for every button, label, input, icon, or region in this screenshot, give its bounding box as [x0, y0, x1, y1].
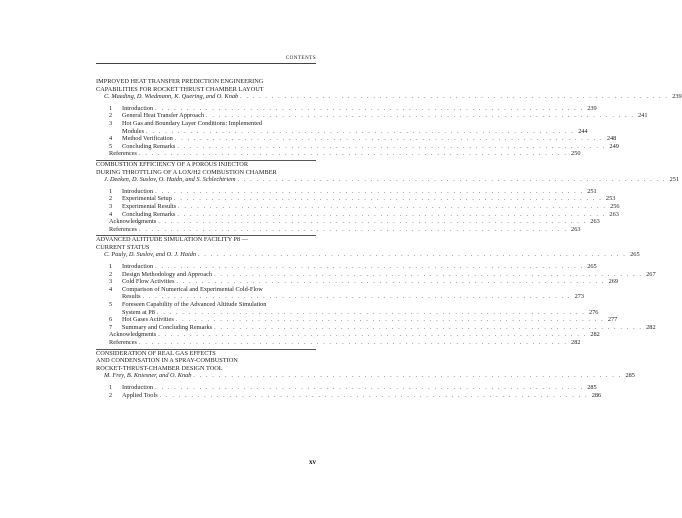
toc-entry[interactable] — [96, 187, 597, 196]
entry-page: 267 — [646, 270, 656, 278]
entry-title: Acknowledgments — [109, 218, 157, 226]
toc-entry[interactable] — [96, 218, 600, 226]
entry-title: Results — [122, 293, 141, 301]
entry-number: 5 — [109, 142, 113, 150]
dot-leader — [155, 105, 584, 113]
chapter-title-line[interactable]: CONSIDERATION OF REAL GAS EFFECTS — [96, 349, 216, 357]
dot-leader — [139, 339, 568, 347]
toc-entry[interactable] — [96, 195, 616, 203]
entry-number: 3 — [109, 202, 113, 210]
entry-title: Hot Gas and Boundary Layer Conditions: Implemented — [122, 119, 262, 127]
chapter-page: 251 — [669, 176, 680, 184]
toc-entry[interactable] — [96, 323, 656, 332]
entry-number: 4 — [109, 285, 113, 293]
dot-leader — [176, 316, 605, 324]
entry-title: Method Verification — [122, 135, 173, 143]
entry-title: System at P8 — [122, 308, 155, 316]
dot-leader — [146, 128, 575, 136]
toc-entry[interactable] — [96, 331, 600, 339]
dot-leader — [240, 93, 669, 101]
entry-title: Modules — [122, 127, 145, 135]
toc-entry[interactable] — [96, 135, 617, 143]
entry-page: 244 — [578, 127, 588, 135]
entry-number: 4 — [109, 210, 113, 218]
chapter-page: 285 — [625, 372, 635, 380]
chapter-authors: C. Pauly, D. Suslov, and O. J. Haidn — [104, 251, 197, 259]
entry-title: Acknowledgments — [109, 331, 157, 339]
toc-entry[interactable] — [96, 112, 648, 120]
entry-number: 2 — [109, 391, 113, 399]
running-head: CONTENTS — [285, 55, 316, 61]
chapter-title-line[interactable]: DURING THROTTLING OF A LOX/H2 COMBUSTION CHAMBER — [96, 168, 277, 176]
entry-title: Design Methodology and Approach — [122, 270, 213, 278]
dot-leader — [155, 188, 584, 196]
toc-entry[interactable] — [96, 270, 656, 279]
entry-page: 239 — [587, 104, 597, 112]
dot-leader — [160, 392, 589, 400]
entry-number: 1 — [109, 383, 113, 391]
toc-entry[interactable] — [96, 210, 619, 219]
chapter-title-line[interactable]: ADVANCED ALTITUDE SIMULATION FACILITY P8 — — [96, 236, 248, 244]
entry-page: 263 — [571, 225, 581, 233]
chapter-authors: J. Deeken, D. Suslov, O. Haidn, and S. Schlechtriem — [104, 176, 236, 184]
entry-title: Applied Tools — [122, 391, 158, 399]
dot-leader — [157, 309, 586, 317]
chapter-title-line[interactable]: CAPABILITIES FOR ROCKET THRUST CHAMBER LAYOUT — [96, 85, 264, 93]
toc-entry[interactable] — [96, 316, 618, 324]
dot-leader — [198, 251, 627, 259]
entry-page: 286 — [591, 391, 602, 399]
entry-page: 250 — [571, 150, 581, 158]
entry-number: 1 — [109, 187, 113, 195]
entry-page: 253 — [605, 195, 616, 203]
table-of-contents — [96, 78, 682, 401]
toc-entry[interactable] — [96, 225, 581, 234]
toc-entry[interactable] — [96, 150, 581, 158]
entry-page: 276 — [588, 308, 599, 316]
chapter-authors: M. Frey, B. Kniesner, and O. Knab — [104, 372, 192, 380]
entry-page: 282 — [646, 323, 656, 331]
toc-section — [96, 349, 635, 402]
entry-page: 282 — [571, 339, 581, 346]
entry-number: 2 — [109, 195, 113, 203]
dot-leader — [139, 226, 568, 234]
toc-section — [96, 78, 682, 160]
chapter-authors-row[interactable] — [96, 176, 680, 184]
entry-number: 1 — [109, 263, 113, 271]
entry-number: 3 — [109, 278, 113, 286]
chapter-title-line[interactable]: CURRENT STATUS — [96, 243, 150, 251]
entry-title: References — [109, 225, 137, 233]
entry-page: 265 — [587, 263, 597, 271]
entry-title: Hot Gases Activities — [122, 316, 174, 324]
dot-leader — [155, 263, 584, 271]
dot-leader — [174, 195, 603, 203]
dot-leader — [175, 135, 604, 143]
entry-page: 263 — [609, 210, 619, 218]
entry-number: 5 — [109, 301, 113, 309]
entry-title: References — [109, 339, 137, 346]
toc-entry[interactable] — [96, 119, 588, 135]
toc-section — [96, 235, 656, 348]
toc-entry[interactable] — [96, 285, 585, 301]
entry-page: 269 — [608, 278, 619, 286]
entry-page: 273 — [574, 293, 585, 301]
entry-title: Introduction — [122, 383, 154, 391]
chapter-authors: C. Maeding, D. Wiedmann, K. Quering, and O. Knab — [104, 93, 239, 101]
entry-title: Experimental Results — [122, 202, 177, 210]
entry-page: 251 — [587, 187, 597, 195]
toc-entry[interactable] — [96, 263, 597, 271]
entry-page: 256 — [610, 202, 620, 210]
chapter-page: 265 — [630, 251, 640, 259]
entry-title: General Heat Transfer Approach — [122, 112, 205, 120]
entry-page: 248 — [606, 135, 617, 143]
entry-page: 277 — [607, 316, 618, 324]
toc-section — [96, 160, 680, 235]
toc-entry[interactable] — [96, 301, 599, 316]
entry-page: 241 — [638, 112, 648, 120]
toc-entry[interactable] — [96, 142, 619, 151]
dot-leader — [177, 211, 606, 219]
chapter-authors-row[interactable] — [96, 93, 682, 101]
toc-entry[interactable] — [96, 383, 597, 392]
toc-entry[interactable] — [96, 339, 581, 347]
dot-leader — [214, 324, 643, 332]
entry-title: Introduction — [122, 263, 154, 271]
entry-number: 6 — [109, 316, 113, 324]
section-spacer — [96, 399, 316, 401]
entry-page: 263 — [590, 218, 600, 226]
entry-page: 249 — [609, 142, 619, 150]
toc-entry[interactable] — [96, 391, 602, 400]
chapter-title-line[interactable]: IMPROVED HEAT TRANSFER PREDICTION ENGINEERING — [96, 78, 264, 85]
dot-leader — [178, 203, 607, 211]
chapter-authors-row[interactable] — [96, 251, 640, 259]
entry-number: 1 — [109, 104, 113, 112]
entry-number: 4 — [109, 135, 113, 143]
entry-title: Comparison of Numerical and Experimental Cold-Flow — [122, 285, 263, 293]
toc-entry[interactable] — [96, 278, 619, 286]
dot-leader — [206, 112, 635, 120]
dot-leader — [176, 278, 605, 286]
entry-page: 285 — [587, 383, 597, 391]
page-number: xv — [309, 458, 316, 466]
entry-number: 3 — [109, 119, 113, 127]
dot-leader — [214, 271, 643, 279]
entry-title: Experimental Setup — [122, 195, 172, 203]
dot-leader — [139, 150, 568, 158]
chapter-title-line[interactable]: ROCKET-THRUST-CHAMBER DESIGN TOOL — [96, 364, 223, 372]
dot-leader — [143, 293, 572, 301]
entry-number: 2 — [109, 112, 113, 120]
dot-leader — [155, 384, 584, 392]
entry-title: Foreseen Capability of the Advanced Altitude Simulation — [122, 301, 267, 309]
dot-leader — [158, 331, 587, 339]
dot-leader — [158, 218, 587, 226]
entry-title: References — [109, 150, 137, 158]
entry-title: Concluding Remarks — [122, 142, 176, 150]
chapter-authors-row[interactable] — [96, 372, 635, 380]
dot-leader — [193, 372, 622, 380]
entry-page: 282 — [590, 331, 600, 339]
header-rule — [96, 63, 316, 64]
chapter-page: 239 — [672, 93, 682, 101]
entry-title: Introduction — [122, 104, 154, 112]
entry-number: 2 — [109, 270, 113, 278]
entry-number: 7 — [109, 323, 113, 331]
dot-leader — [177, 143, 606, 151]
entry-title: Concluding Remarks — [122, 210, 176, 218]
toc-entry[interactable] — [96, 104, 597, 113]
entry-title: Summary and Concluding Remarks — [122, 323, 213, 331]
chapter-title-line[interactable]: COMBUSTION EFFICIENCY OF A POROUS INJECTOR — [96, 160, 249, 168]
dot-leader — [238, 176, 667, 184]
entry-title: Cold Flow Activities — [122, 278, 175, 286]
toc-entry[interactable] — [96, 202, 620, 211]
chapter-title-line[interactable]: AND CONDENSATION IN A SPRAY-COMBUSTION — [96, 357, 238, 365]
entry-title: Introduction — [122, 187, 154, 195]
